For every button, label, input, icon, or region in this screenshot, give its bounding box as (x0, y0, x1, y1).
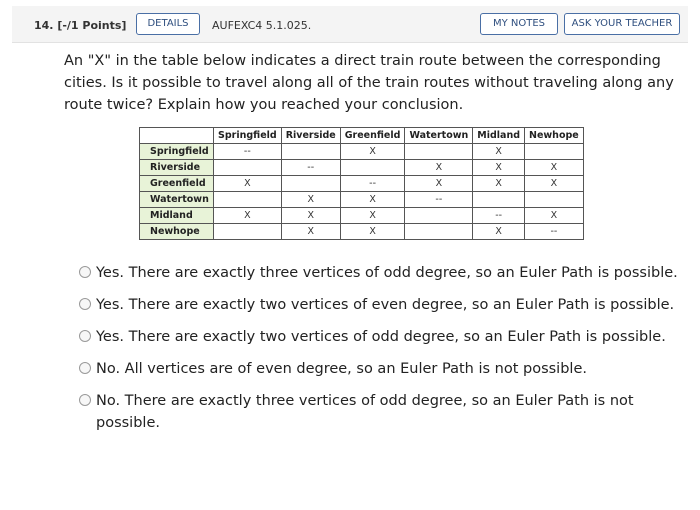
my-notes-button[interactable]: MY NOTES (480, 13, 558, 35)
table-row (140, 208, 584, 224)
route-cell: X (473, 224, 525, 240)
route-cell: -- (405, 192, 473, 208)
answer-choice[interactable] (80, 262, 680, 284)
row-header: Riverside (140, 160, 214, 176)
route-cell: X (281, 208, 340, 224)
radio-icon[interactable] (79, 394, 91, 406)
route-cell: -- (525, 224, 584, 240)
route-cell: -- (214, 144, 282, 160)
route-cell (340, 160, 405, 176)
table-header-row (140, 128, 584, 144)
table-row (140, 192, 584, 208)
column-header: Greenfield (340, 128, 405, 144)
radio-icon[interactable] (79, 362, 91, 374)
route-cell (281, 144, 340, 160)
answer-choice-label: No. There are exactly three vertices of odd degree, so an Euler Path is not possible. (96, 393, 634, 431)
question-header (12, 6, 688, 43)
answer-choice[interactable] (80, 358, 680, 380)
question-prompt: An "X" in the table below indicates a direct train route between the corresponding cities. Is it possible to travel along all of the train routes without traveling along any route twice? Explain how you reached your conclusion. (64, 53, 674, 113)
route-cell (214, 160, 282, 176)
route-cell (473, 192, 525, 208)
answer-choice-label: No. All vertices are of even degree, so an Euler Path is not possible. (96, 361, 587, 377)
table-corner-cell (140, 128, 214, 144)
answer-choice[interactable] (80, 390, 680, 434)
route-cell: X (340, 144, 405, 160)
route-cell: X (214, 208, 282, 224)
route-cell (405, 144, 473, 160)
table-body (140, 144, 584, 240)
answer-choice[interactable] (80, 294, 680, 316)
route-cell: X (473, 144, 525, 160)
column-header: Watertown (405, 128, 473, 144)
route-cell (405, 224, 473, 240)
table-row (140, 224, 584, 240)
details-button[interactable]: DETAILS (136, 13, 200, 35)
route-cell (525, 192, 584, 208)
route-cell: X (281, 224, 340, 240)
route-cell: -- (340, 176, 405, 192)
route-cell: X (525, 176, 584, 192)
radio-icon[interactable] (79, 330, 91, 342)
route-cell (214, 192, 282, 208)
column-header: Newhope (525, 128, 584, 144)
route-cell: X (340, 224, 405, 240)
radio-icon[interactable] (79, 298, 91, 310)
column-header: Springfield (214, 128, 282, 144)
route-cell: X (281, 192, 340, 208)
row-header: Newhope (140, 224, 214, 240)
row-header: Greenfield (140, 176, 214, 192)
route-cell: X (473, 160, 525, 176)
row-header: Midland (140, 208, 214, 224)
answer-choice[interactable] (80, 326, 680, 348)
column-header: Riverside (281, 128, 340, 144)
ask-teacher-button[interactable]: ASK YOUR TEACHER (564, 13, 680, 35)
route-cell (405, 208, 473, 224)
row-header: Watertown (140, 192, 214, 208)
route-cell: X (405, 160, 473, 176)
route-cell: X (525, 208, 584, 224)
column-header: Midland (473, 128, 525, 144)
route-cell: X (405, 176, 473, 192)
row-header: Springfield (140, 144, 214, 160)
route-cell: X (473, 176, 525, 192)
route-cell: -- (281, 160, 340, 176)
route-cell: X (525, 160, 584, 176)
route-cell: X (340, 208, 405, 224)
route-cell (525, 144, 584, 160)
question-number: 14. [-/1 Points] (34, 19, 127, 32)
train-routes-table (139, 127, 584, 240)
route-cell (214, 224, 282, 240)
table-row (140, 160, 584, 176)
answer-choice-label: Yes. There are exactly two vertices of odd degree, so an Euler Path is possible. (96, 329, 666, 345)
answer-choices (80, 262, 680, 444)
route-cell: -- (473, 208, 525, 224)
question-code: AUFEXC4 5.1.025. (212, 19, 312, 32)
table-row (140, 176, 584, 192)
table-row (140, 144, 584, 160)
route-cell: X (340, 192, 405, 208)
route-cell: X (214, 176, 282, 192)
route-cell (281, 176, 340, 192)
answer-choice-label: Yes. There are exactly two vertices of even degree, so an Euler Path is possible. (96, 297, 675, 313)
radio-icon[interactable] (79, 266, 91, 278)
answer-choice-label: Yes. There are exactly three vertices of odd degree, so an Euler Path is possible. (96, 265, 678, 281)
